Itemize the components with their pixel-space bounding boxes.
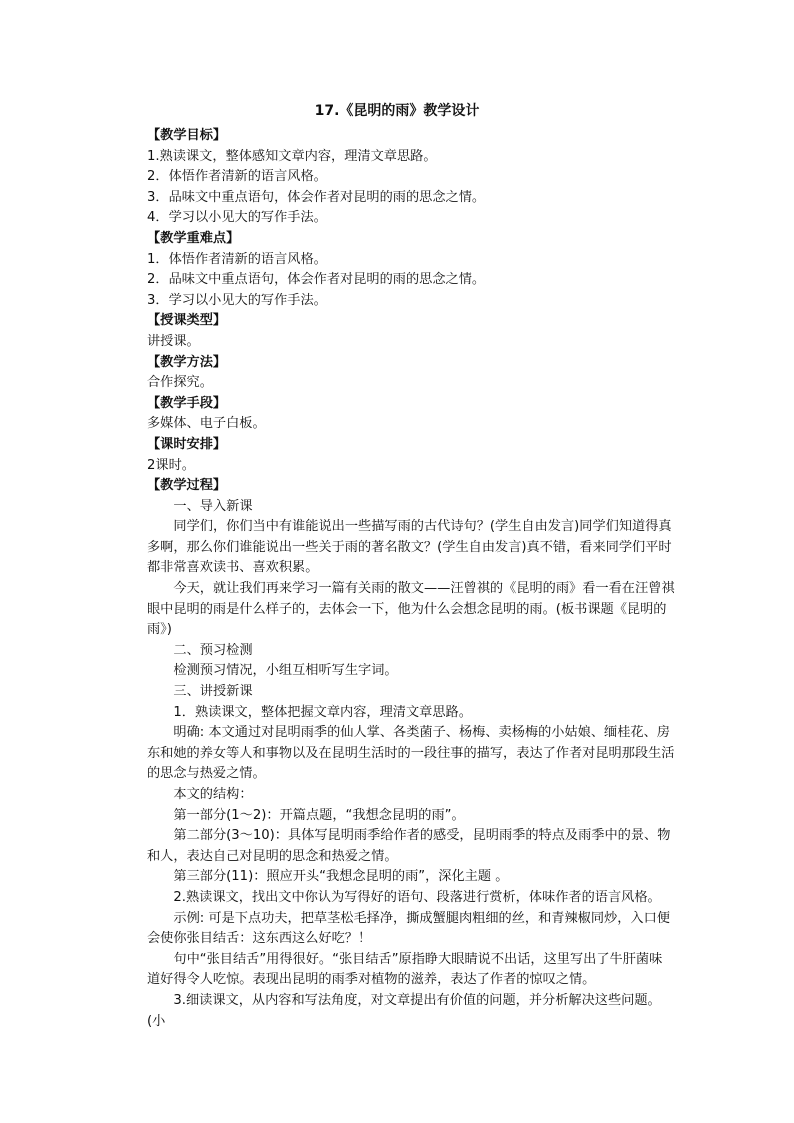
section-heading: 【教学重难点】: [147, 230, 240, 246]
paragraph: 3．学习以小见大的写作手法。: [147, 292, 327, 308]
paragraph: 讲授课。: [147, 333, 200, 349]
paragraph: 示例: 可是下点功夫，把草茎松毛择净，撕成蟹腿肉粗细的丝，和青辣椒同炒，入口便会使你张目结舌：这东西这么好吃？！: [147, 910, 670, 947]
paragraph: 1．体悟作者清新的语言风格。: [147, 251, 327, 267]
paragraph: 第二部分(3～10)：具体写昆明雨季给作者的感受，昆明雨季的特点及雨季中的景、物和人，表达自己对昆明的思念和热爱之情。: [147, 828, 671, 864]
document-body: [147, 126, 675, 1032]
paragraph: 第三部分(11)：照应开头“我想念昆明的雨”，深化主题 。: [173, 869, 509, 885]
paragraph: 同学们，你们当中有谁能说出一些描写雨的古代诗句？(学生自由发言)同学们知道得真多啊，那么你们谁能说出一些关于雨的著名散文？(学生自由发言)真不错，看来同学们平时都非常喜欢读书、喜欢积累。: [147, 519, 672, 576]
paragraph: 2．品味文中重点语句，体会作者对昆明的雨的思念之情。: [147, 272, 486, 288]
section-heading: 【课时安排】: [147, 436, 227, 452]
section-heading: 【教学方法】: [147, 354, 227, 370]
paragraph: 2课时。: [147, 457, 195, 473]
paragraph: 多媒体、电子白板。: [147, 416, 266, 432]
paragraph: 3.细读课文，从内容和写法角度，对文章提出有价值的问题，并分析解决这些问题。(小: [147, 992, 661, 1029]
paragraph: 本文的结构：: [173, 787, 253, 802]
paragraph: 1．熟读课文，整体把握文章内容，理清文章思路。: [173, 704, 472, 720]
paragraph: 句中“张目结舌”用得很好。“张目结舌”原指睁大眼睛说不出话，这里写出了牛肝菌味道好得令人吃惊。表现出昆明的雨季对植物的滋养，表达了作者的惊叹之情。: [147, 951, 663, 988]
paragraph: 4．学习以小见大的写作手法。: [147, 210, 327, 226]
paragraph: 今天，就让我们再来学习一篇有关雨的散文——汪曾祺的《昆明的雨》看一看在汪曾祺眼中昆明的雨是什么样子的，去体会一下，他为什么会想念昆明的雨。(板书课题《昆明的雨》): [147, 581, 675, 638]
paragraph: 2．体悟作者清新的语言风格。: [147, 169, 327, 185]
paragraph: 合作探究。: [147, 375, 213, 391]
document-title: 17.《昆明的雨》教学设计: [314, 103, 480, 119]
subsection-heading: 二、预习检测: [173, 642, 253, 658]
section-heading: 【教学目标】: [147, 128, 227, 143]
paragraph: 1.熟读课文，整体感知文章内容，理清文章思路。: [147, 148, 437, 164]
section-heading: 【教学手段】: [147, 395, 227, 411]
subsection-heading: 一、导入新课: [173, 498, 253, 514]
paragraph: 3．品味文中重点语句，体会作者对昆明的雨的思念之情。: [147, 189, 486, 205]
paragraph: 2.熟读课文，找出文中你认为写得好的语句、段落进行赏析，体味作者的语言风格。: [173, 889, 661, 905]
paragraph: 第一部分(1～2)：开篇点题，“我想念昆明的雨”。: [173, 807, 465, 823]
paragraph: 明确: 本文通过对昆明雨季的仙人掌、各类菌子、杨梅、卖杨梅的小姑娘、缅桂花、房东和她的养女等人和事物以及在昆明生活时的一段往事的描写，表达了作者对昆明那段生活的思念与热爱之情。: [147, 725, 675, 782]
section-heading: 【教学过程】: [147, 478, 227, 494]
subsection-heading: 三、讲授新课: [173, 684, 253, 700]
paragraph: 检测预习情况，小组互相听写生字词。: [173, 663, 398, 679]
section-heading: 【授课类型】: [147, 313, 227, 329]
